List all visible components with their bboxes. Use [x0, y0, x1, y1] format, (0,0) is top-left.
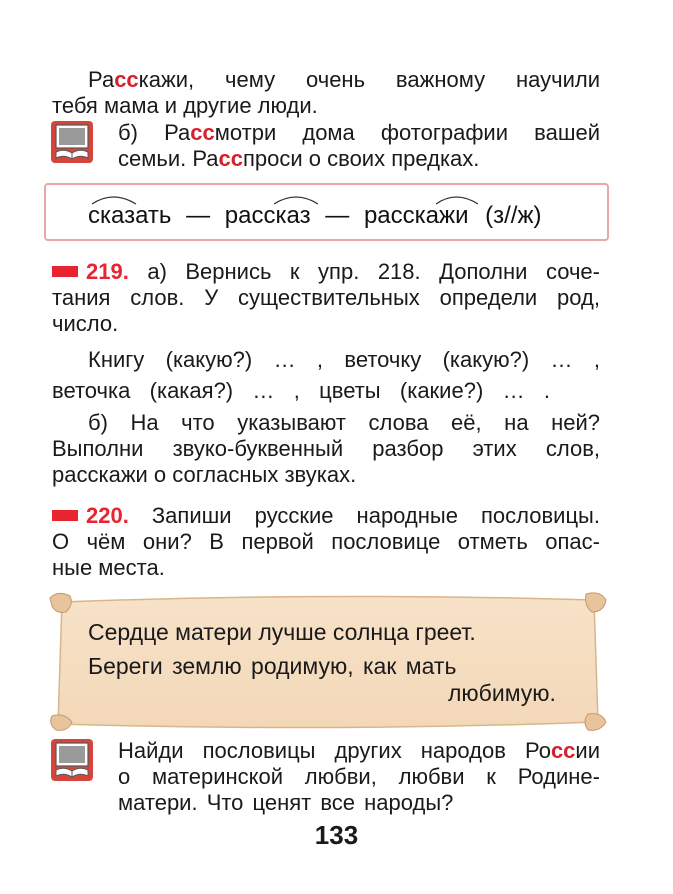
task-line-3: матери. Что ценят все народы?	[118, 790, 454, 815]
exercise-219-line-1: 219. а) Вернись к упр. 218. Дополни соче-	[52, 259, 600, 285]
intro-line-1: Расскажи, чему очень важному научили	[88, 67, 600, 92]
exercise-219-line-3: число.	[52, 311, 119, 336]
exercise-number: 220.	[86, 503, 129, 528]
phrase-line-2: веточка (какая?) … , цветы (какие?) … .	[52, 378, 550, 403]
proverb-2-line-1: Береги землю родимую, как мать	[88, 653, 457, 679]
phrase-line-1: Книгу (какую?) … , веточку (какую?) … ,	[88, 347, 600, 372]
word-sequence: сказать — рассказ — расскажи (з//ж)	[88, 202, 542, 229]
page-number: 133	[314, 820, 359, 850]
exercise-number: 219.	[86, 259, 129, 284]
part-b-line-1: б) Рассмотри дома фотографии вашей	[118, 120, 600, 145]
task-line-2: о материнской любви, любви к Родине-	[118, 764, 600, 789]
exercise-219-line-2: тания слов. У существительных определи род,	[52, 285, 600, 310]
exercise-220-line-1: 220. Запиши русские народные пословицы.	[52, 503, 600, 529]
exercise-219-b-line-3: расскажи о согласных звуках.	[52, 462, 357, 487]
exercise-220-line-2: О чём они? В первой пословице отметь опас-	[52, 529, 600, 554]
exercise-marker	[52, 266, 78, 277]
proverb-2-line-2: любимую.	[448, 680, 556, 706]
exercise-219-b-line-2: Выполни звуко-буквенный разбор этих слов,	[52, 436, 600, 461]
proverb-1: Сердце матери лучше солнца греет.	[88, 619, 476, 645]
intro-line-2: тебя мама и другие люди.	[52, 93, 318, 118]
part-b-line-2: семьи. Расспроси о своих предках.	[118, 146, 480, 171]
exercise-219-b-line-1: б) На что указывают слова её, на ней?	[88, 410, 600, 435]
spelling-highlight: сс	[114, 67, 139, 92]
task-line-1: Найди пословицы других народов России	[118, 738, 600, 763]
exercise-marker	[52, 510, 78, 521]
book-icon	[50, 738, 94, 782]
exercise-220-line-3: ные места.	[52, 555, 165, 580]
